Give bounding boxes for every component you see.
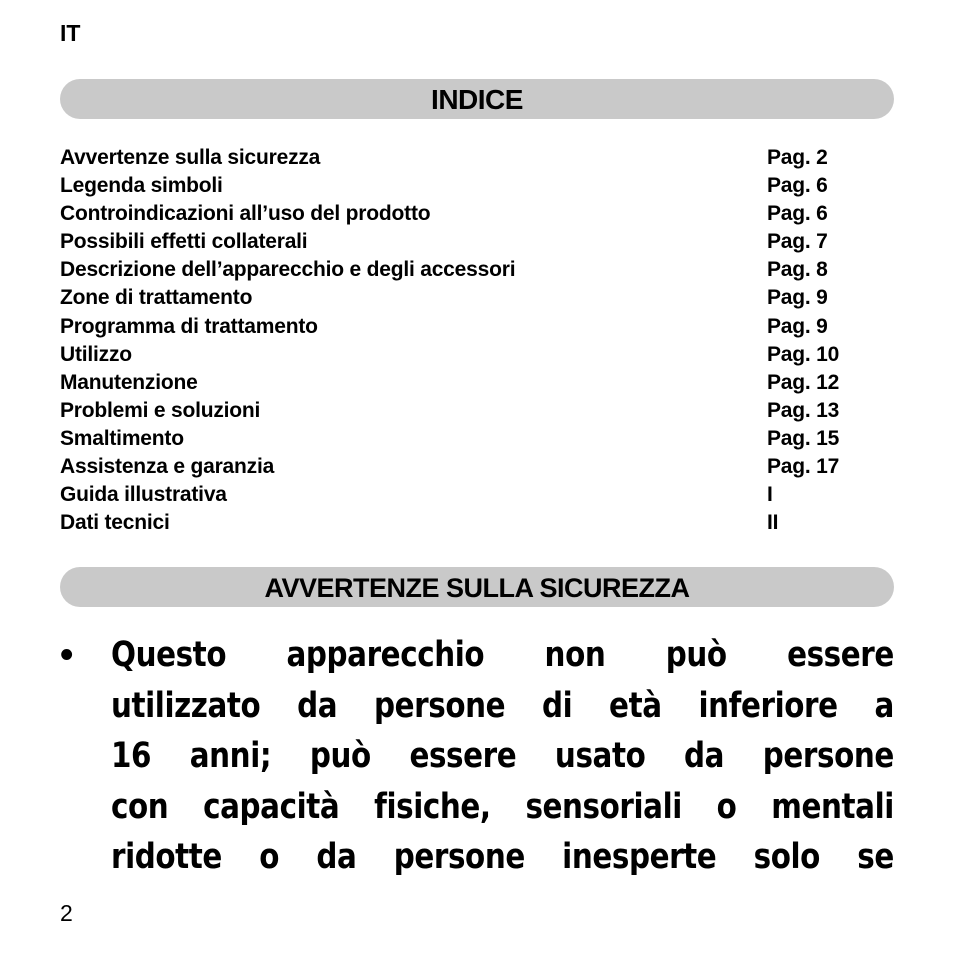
toc-entry-page: Pag. 2 [767, 146, 828, 169]
toc-entry-title: Utilizzo [60, 342, 132, 366]
warning-text-line: 16 anni; può essere usato da persone [111, 736, 894, 776]
toc-entry[interactable] [60, 509, 894, 537]
toc-entry-page: Pag. 10 [767, 342, 840, 366]
index-section-header: INDICE [60, 79, 894, 119]
toc-entry[interactable] [60, 453, 894, 481]
toc-entry-title: Guida illustrativa [60, 483, 227, 507]
toc-entry-title: Dati tecnici [60, 511, 170, 535]
toc-entry-title: Programma di trattamento [60, 314, 318, 338]
toc-entry-page: Pag. 9 [767, 314, 828, 338]
toc-entry[interactable] [60, 200, 894, 228]
toc-entry-page: Pag. 9 [767, 286, 828, 310]
toc-entry-title: Avvertenze sulla sicurezza [60, 146, 321, 169]
toc-entry[interactable] [60, 369, 894, 397]
toc-entry[interactable] [60, 284, 894, 312]
toc-entry[interactable] [60, 172, 894, 200]
warning-text-line: con capacità fisiche, sensoriali o mentali [111, 786, 894, 827]
toc-entry-title: Descrizione dell’apparecchio e degli accessori [60, 258, 516, 282]
toc-entry[interactable] [60, 425, 894, 453]
toc-entry[interactable] [60, 256, 894, 284]
toc-entry[interactable] [60, 341, 894, 369]
toc-entry-title: Legenda simboli [60, 174, 223, 198]
safety-warning-text [111, 630, 894, 883]
toc-entry-page: Pag. 6 [767, 174, 828, 198]
toc-entry-title: Smaltimento [60, 426, 184, 450]
warning-text-line: Questo apparecchio non può essere [111, 635, 894, 675]
safety-section-header: AVVERTENZE SULLA SICUREZZA [60, 567, 894, 607]
toc-entry-page: I [767, 483, 773, 507]
toc-entry-page: II [767, 511, 779, 535]
toc-entry[interactable] [60, 481, 894, 509]
toc-entry[interactable] [60, 144, 894, 172]
toc-entry-title: Assistenza e garanzia [60, 455, 275, 479]
language-code: IT [60, 20, 81, 46]
toc-entry-page: Pag. 13 [767, 398, 840, 422]
page-number: 2 [60, 900, 73, 926]
toc-entry-title: Manutenzione [60, 370, 198, 394]
toc-entry-page: Pag. 15 [767, 426, 840, 450]
toc-entry[interactable] [60, 313, 894, 341]
toc-entry-page: Pag. 12 [767, 370, 840, 394]
warning-text-line: utilizzato da persone di età inferiore a [111, 685, 894, 726]
toc-entry-page: Pag. 6 [767, 202, 828, 226]
warning-text-line: ridotte o da persone inesperte solo se [111, 837, 894, 877]
toc-entry-title: Zone di trattamento [60, 286, 253, 310]
toc-entry-page: Pag. 8 [767, 258, 828, 282]
toc-entry[interactable] [60, 228, 894, 256]
toc-entry[interactable] [60, 397, 894, 425]
toc-entry-title: Problemi e soluzioni [60, 398, 261, 422]
table-of-contents [60, 144, 894, 537]
toc-entry-title: Possibili effetti collaterali [60, 230, 308, 254]
bullet-marker: • [60, 634, 74, 676]
toc-entry-title: Controindicazioni all’uso del prodotto [60, 202, 431, 226]
toc-entry-page: Pag. 7 [767, 230, 828, 254]
toc-entry-page: Pag. 17 [767, 455, 840, 479]
